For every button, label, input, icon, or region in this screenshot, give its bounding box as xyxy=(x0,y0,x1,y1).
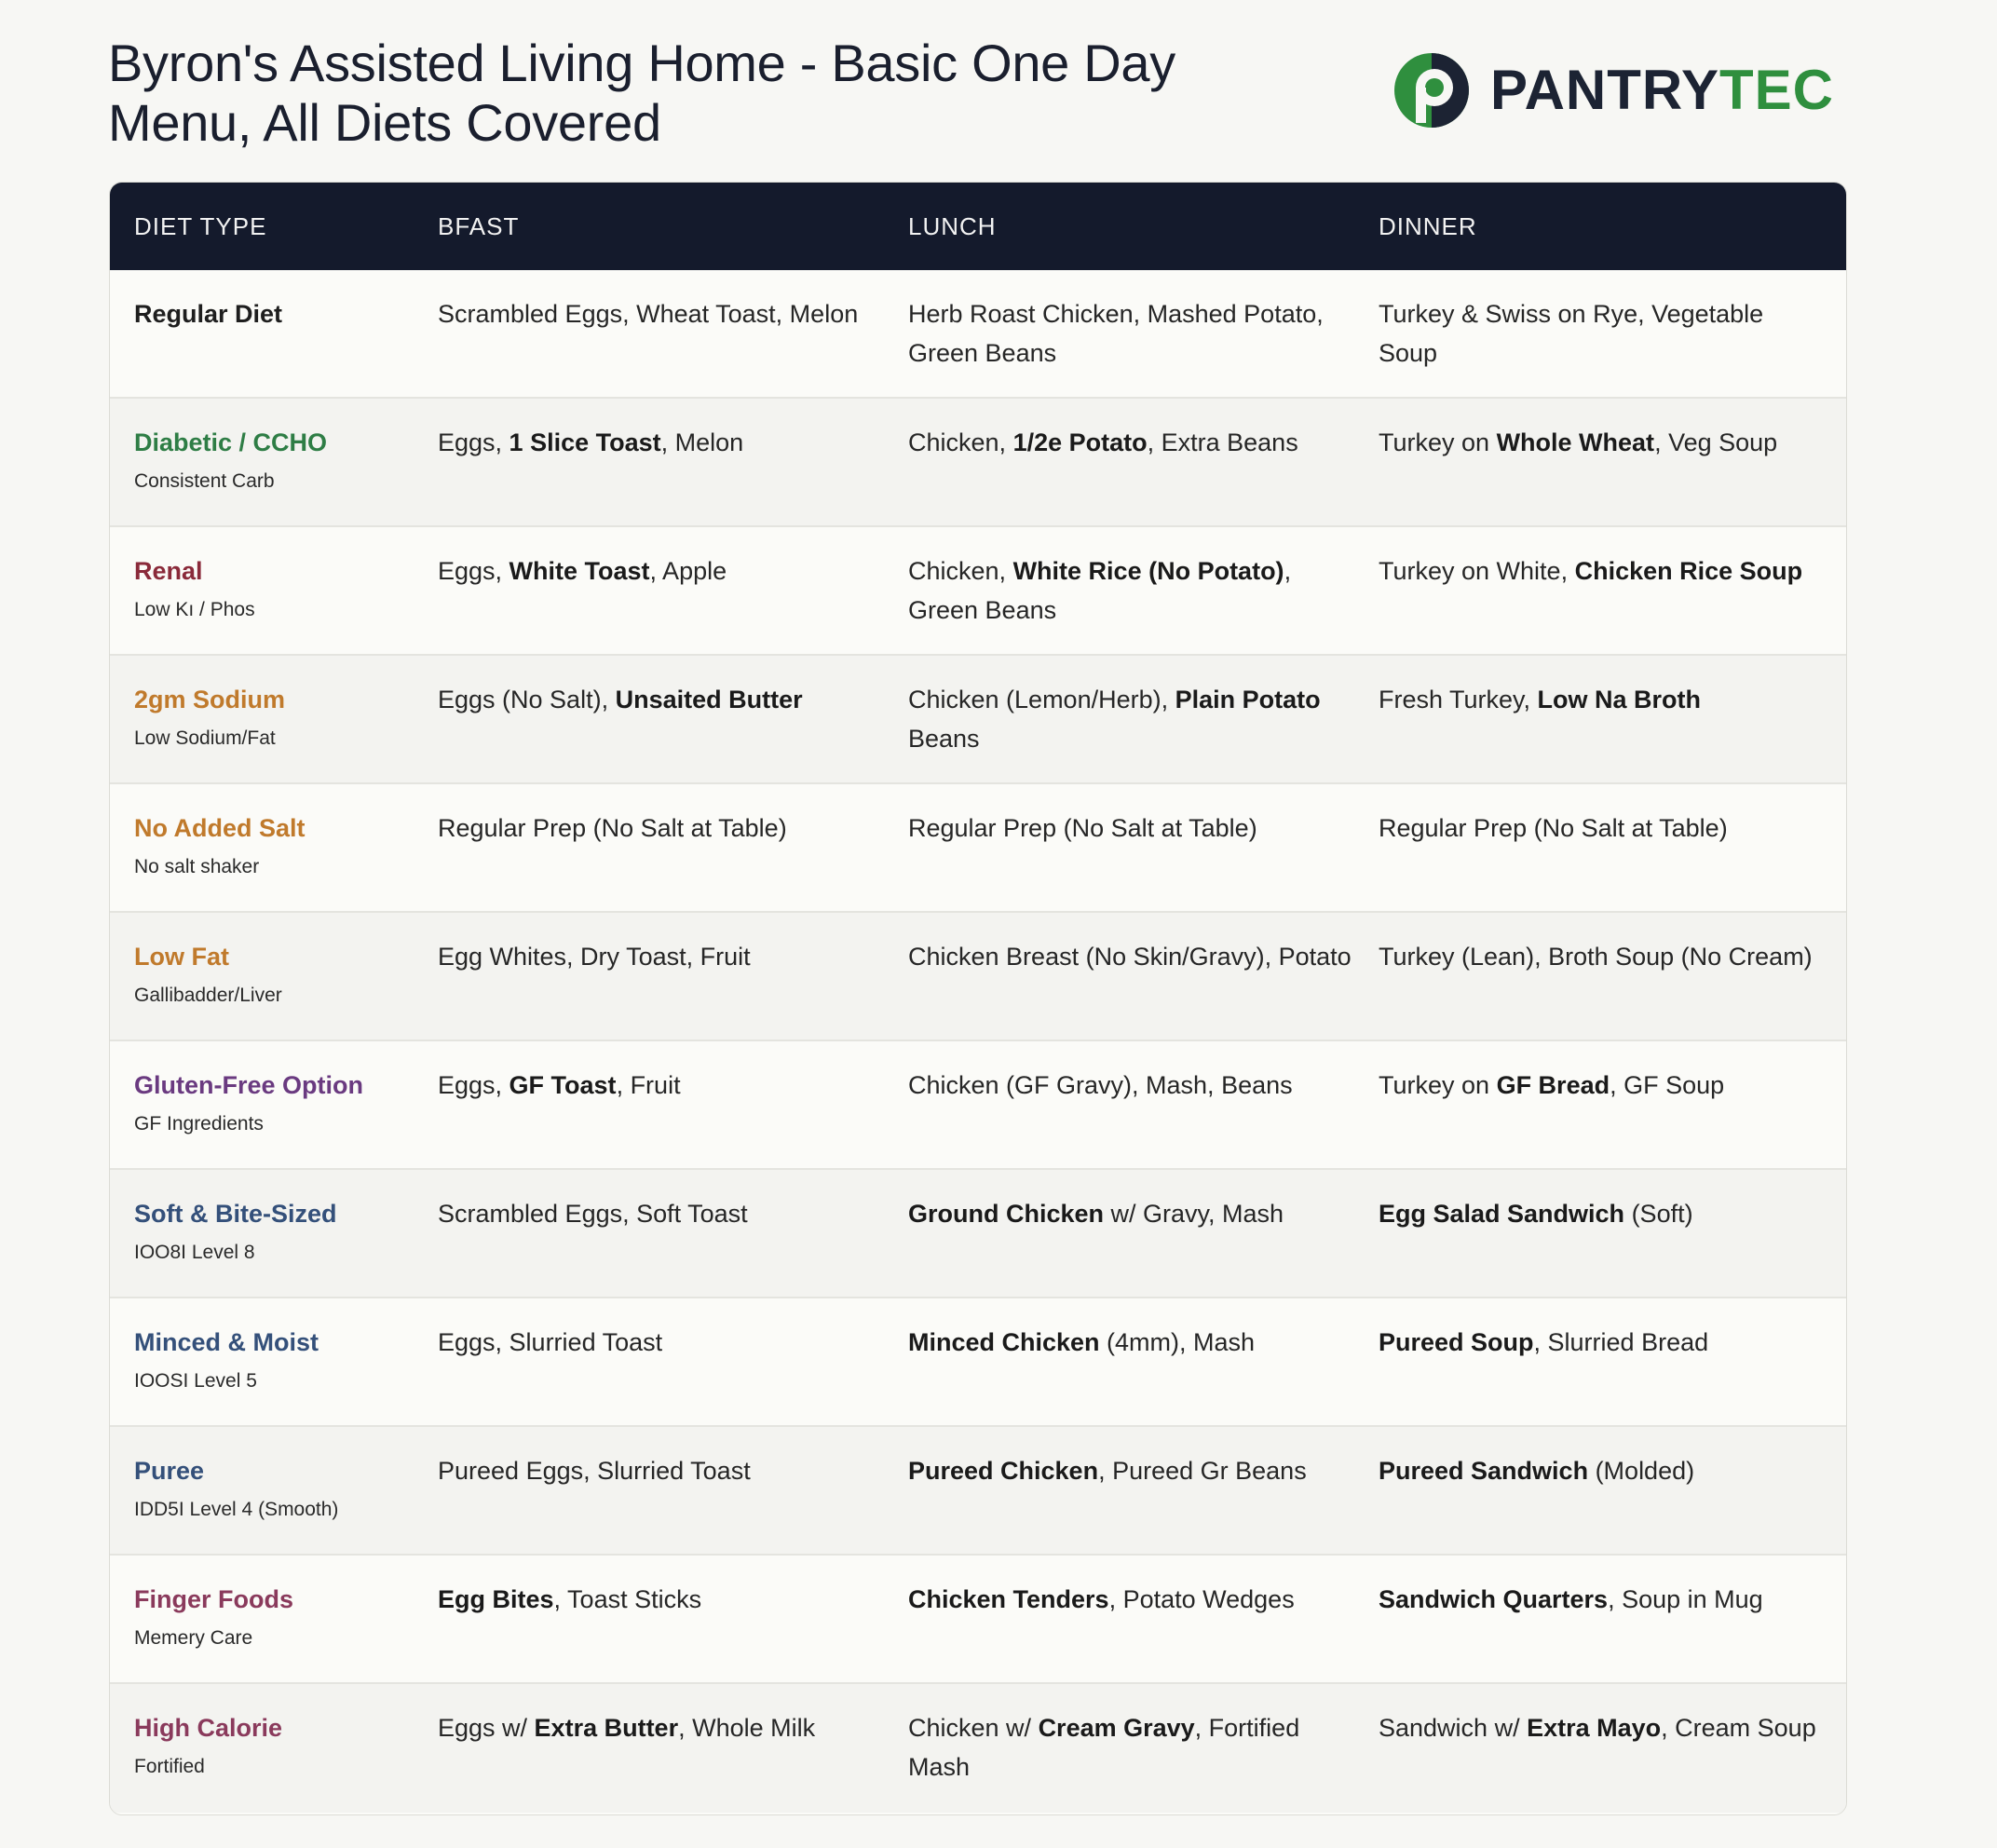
dinner-cell xyxy=(1379,808,1846,848)
menu-item-text: Chicken, xyxy=(908,428,1013,456)
table-row xyxy=(110,1556,1846,1684)
menu-item-emphasis: GF Toast xyxy=(509,1071,617,1099)
diet-name: Finger Foods xyxy=(134,1585,293,1613)
menu-item-emphasis: GF Bread xyxy=(1496,1071,1610,1099)
lunch-cell xyxy=(908,294,1379,373)
menu-item-emphasis: Pureed Soup xyxy=(1379,1328,1534,1356)
table-row xyxy=(110,1298,1846,1427)
menu-item-text: (Molded) xyxy=(1588,1457,1695,1485)
menu-item-text: Eggs, xyxy=(438,557,509,585)
lunch-cell xyxy=(908,1708,1379,1787)
diet-name: High Calorie xyxy=(134,1714,283,1742)
menu-item-text: , Cream Soup xyxy=(1661,1714,1816,1742)
diet-subtitle: No salt shaker xyxy=(134,856,260,877)
menu-item-text: Turkey on xyxy=(1379,428,1497,456)
diet-subtitle: IDD5I Level 4 (Smooth) xyxy=(134,1499,339,1520)
menu-item-text: Fresh Turkey, xyxy=(1379,686,1538,713)
dinner-cell xyxy=(1379,1066,1846,1105)
menu-item-text: , Pureed Gr Beans xyxy=(1098,1457,1307,1485)
lunch-cell xyxy=(908,680,1379,758)
menu-item-emphasis: White Toast xyxy=(509,557,650,585)
menu-item-text: , Whole Milk xyxy=(678,1714,816,1742)
lunch-cell xyxy=(908,808,1379,848)
menu-item-text: Beans xyxy=(908,725,980,753)
diet-subtitle: IOOSI Level 5 xyxy=(134,1370,257,1392)
menu-item-text: Scrambled Eggs, Wheat Toast, Melon xyxy=(438,300,859,328)
menu-item-text: Chicken (GF Gravy), Mash, Beans xyxy=(908,1071,1293,1099)
bfast-cell xyxy=(438,808,908,848)
menu-item-emphasis: Chicken Tenders xyxy=(908,1585,1109,1613)
bfast-cell xyxy=(438,1451,908,1490)
menu-item-text: Scrambled Eggs, Soft Toast xyxy=(438,1200,748,1228)
menu-item-emphasis: Egg Bites xyxy=(438,1585,554,1613)
menu-item-text: Turkey on xyxy=(1379,1071,1497,1099)
dinner-cell xyxy=(1379,937,1846,976)
diet-name: Minced & Moist xyxy=(134,1328,319,1356)
bfast-cell xyxy=(438,423,908,462)
menu-item-text: , Slurried Bread xyxy=(1533,1328,1709,1356)
dinner-cell xyxy=(1379,1451,1846,1490)
table-row xyxy=(110,656,1846,784)
menu-item-text: , GF Soup xyxy=(1610,1071,1725,1099)
diet-type-cell xyxy=(110,1580,438,1658)
menu-item-text: , Apple xyxy=(649,557,727,585)
table-row xyxy=(110,527,1846,656)
menu-item-emphasis: Chicken Rice Soup xyxy=(1574,557,1803,585)
dinner-cell xyxy=(1379,1194,1846,1233)
diet-type-cell xyxy=(110,1194,438,1272)
table-row xyxy=(110,270,1846,399)
menu-item-text: Egg Whites, Dry Toast, Fruit xyxy=(438,943,751,971)
diet-type-cell xyxy=(110,1323,438,1401)
dinner-cell xyxy=(1379,1323,1846,1362)
menu-item-emphasis: Pureed Sandwich xyxy=(1379,1457,1589,1485)
lunch-cell xyxy=(908,423,1379,462)
menu-item-text: , Green Beans xyxy=(908,557,1292,624)
header-lunch: LUNCH xyxy=(908,211,997,240)
menu-item-emphasis: Unsaited Butter xyxy=(615,686,803,713)
menu-item-text: Regular Prep (No Salt at Table) xyxy=(438,814,787,842)
bfast-cell xyxy=(438,1194,908,1233)
dinner-cell xyxy=(1379,294,1846,373)
table-row xyxy=(110,784,1846,913)
lunch-cell xyxy=(908,1194,1379,1233)
dinner-cell xyxy=(1379,1708,1846,1747)
menu-item-text: Eggs, xyxy=(438,1071,509,1099)
menu-item-text: Eggs w/ xyxy=(438,1714,535,1742)
menu-item-text: Pureed Eggs, Slurried Toast xyxy=(438,1457,751,1485)
diet-type-cell xyxy=(110,1451,438,1529)
menu-item-emphasis: Minced Chicken xyxy=(908,1328,1100,1356)
diet-type-cell xyxy=(110,937,438,1015)
lunch-cell xyxy=(908,1323,1379,1362)
diet-type-cell xyxy=(110,1708,438,1787)
menu-item-text: Chicken, xyxy=(908,557,1013,585)
diet-type-cell xyxy=(110,1066,438,1144)
menu-item-text: , Melon xyxy=(660,428,744,456)
menu-item-emphasis: Low Na Broth xyxy=(1537,686,1702,713)
menu-item-emphasis: Cream Gravy xyxy=(1038,1714,1195,1742)
menu-item-text: Herb Roast Chicken, Mashed Potato, Green Beans xyxy=(908,300,1324,367)
menu-item-text: Chicken w/ xyxy=(908,1714,1039,1742)
menu-item-text: , Toast Sticks xyxy=(553,1585,702,1613)
table-row xyxy=(110,913,1846,1041)
diet-subtitle: Low Sodium/Fat xyxy=(134,727,276,749)
bfast-cell xyxy=(438,937,908,976)
table-row xyxy=(110,399,1846,527)
menu-item-text: , Soup in Mug xyxy=(1608,1585,1763,1613)
menu-item-emphasis: Whole Wheat xyxy=(1496,428,1655,456)
dinner-cell xyxy=(1379,1580,1846,1619)
menu-item-text: Eggs, xyxy=(438,428,509,456)
logo-wordmark xyxy=(1490,50,1834,130)
menu-item-text: Turkey on White, xyxy=(1379,557,1575,585)
menu-item-text: Turkey (Lean), Broth Soup (No Cream) xyxy=(1379,943,1813,971)
bfast-cell xyxy=(438,1066,908,1105)
menu-item-text: , Extra Beans xyxy=(1147,428,1298,456)
table-row xyxy=(110,1427,1846,1556)
diet-name: No Added Salt xyxy=(134,814,306,842)
lunch-cell xyxy=(908,937,1379,976)
diet-type-cell xyxy=(110,808,438,887)
diet-name: Diabetic / CCHO xyxy=(134,428,328,456)
header-dinner: DINNER xyxy=(1379,211,1477,240)
menu-item-text: , Potato Wedges xyxy=(1108,1585,1295,1613)
bfast-cell xyxy=(438,1580,908,1619)
table-row xyxy=(110,1684,1846,1813)
diet-type-cell xyxy=(110,551,438,630)
diet-subtitle: GF Ingredients xyxy=(134,1113,264,1135)
menu-item-text: Chicken Breast (No Skin/Gravy), Potato xyxy=(908,943,1352,971)
menu-item-text: Regular Prep (No Salt at Table) xyxy=(1379,814,1728,842)
bfast-cell xyxy=(438,1323,908,1362)
menu-item-text: Sandwich w/ xyxy=(1379,1714,1528,1742)
table-header xyxy=(110,183,1846,270)
lunch-cell xyxy=(908,551,1379,630)
table-row xyxy=(110,1170,1846,1298)
diet-subtitle: Memery Care xyxy=(134,1627,253,1649)
diet-name: 2gm Sodium xyxy=(134,686,286,713)
menu-item-emphasis: Pureed Chicken xyxy=(908,1457,1099,1485)
page-title: Byron's Assisted Living Home - Basic One Day Menu, All Diets Covered xyxy=(108,34,1175,152)
bfast-cell xyxy=(438,551,908,591)
diet-subtitle: Low Kı / Phos xyxy=(134,599,255,620)
diet-name: Regular Diet xyxy=(134,300,283,328)
menu-item-text: Regular Prep (No Salt at Table) xyxy=(908,814,1257,842)
menu-item-emphasis: Extra Mayo xyxy=(1527,1714,1662,1742)
diet-subtitle: Fortified xyxy=(134,1756,205,1777)
menu-item-emphasis: Extra Butter xyxy=(534,1714,679,1742)
diet-type-cell xyxy=(110,423,438,501)
header-bfast: BFAST xyxy=(438,211,520,240)
diet-subtitle: IOO8I Level 8 xyxy=(134,1242,255,1263)
lunch-cell xyxy=(908,1580,1379,1619)
bfast-cell xyxy=(438,1708,908,1747)
lunch-cell xyxy=(908,1066,1379,1105)
menu-item-text: (4mm), Mash xyxy=(1099,1328,1256,1356)
logo-text-pantry: PANTRY xyxy=(1490,59,1719,121)
pantrytec-logo xyxy=(1392,50,1834,130)
menu-item-text: Turkey & Swiss on Rye, Vegetable Soup xyxy=(1379,300,1764,367)
lunch-cell xyxy=(908,1451,1379,1490)
diet-menu-table xyxy=(109,182,1847,1815)
logo-text-tec: TEC xyxy=(1719,59,1834,121)
menu-item-emphasis: Ground Chicken xyxy=(908,1200,1105,1228)
menu-item-text: (Soft) xyxy=(1624,1200,1693,1228)
diet-subtitle: Gallibadder/Liver xyxy=(134,985,282,1006)
diet-name: Low Fat xyxy=(134,943,229,971)
pantrytec-logo-icon xyxy=(1392,50,1472,130)
diet-name: Puree xyxy=(134,1457,205,1485)
menu-item-text: , Fortified Mash xyxy=(908,1714,1300,1781)
dinner-cell xyxy=(1379,680,1846,719)
diet-name: Gluten-Free Option xyxy=(134,1071,363,1099)
table-body xyxy=(110,270,1846,1813)
bfast-cell xyxy=(438,680,908,719)
diet-name: Renal xyxy=(134,557,203,585)
menu-item-text: , Veg Soup xyxy=(1654,428,1778,456)
header-diet-type: DIET TYPE xyxy=(134,211,267,240)
dinner-cell xyxy=(1379,423,1846,462)
menu-item-emphasis: 1/2e Potato xyxy=(1012,428,1148,456)
menu-item-emphasis: Plain Potato xyxy=(1175,686,1321,713)
menu-item-emphasis: 1 Slice Toast xyxy=(509,428,661,456)
diet-type-cell xyxy=(110,680,438,758)
menu-item-text: w/ Gravy, Mash xyxy=(1104,1200,1284,1228)
menu-item-emphasis: Sandwich Quarters xyxy=(1379,1585,1609,1613)
menu-item-text: Chicken (Lemon/Herb), xyxy=(908,686,1175,713)
bfast-cell xyxy=(438,294,908,333)
menu-item-emphasis: Egg Salad Sandwich xyxy=(1379,1200,1625,1228)
table-row xyxy=(110,1041,1846,1170)
menu-item-text: Eggs, Slurried Toast xyxy=(438,1328,663,1356)
menu-item-text: Eggs (No Salt), xyxy=(438,686,616,713)
dinner-cell xyxy=(1379,551,1846,591)
menu-item-emphasis: White Rice (No Potato) xyxy=(1012,557,1284,585)
menu-item-text: , Fruit xyxy=(616,1071,681,1099)
diet-name: Soft & Bite-Sized xyxy=(134,1200,337,1228)
diet-subtitle: Consistent Carb xyxy=(134,470,275,492)
diet-type-cell xyxy=(110,294,438,333)
